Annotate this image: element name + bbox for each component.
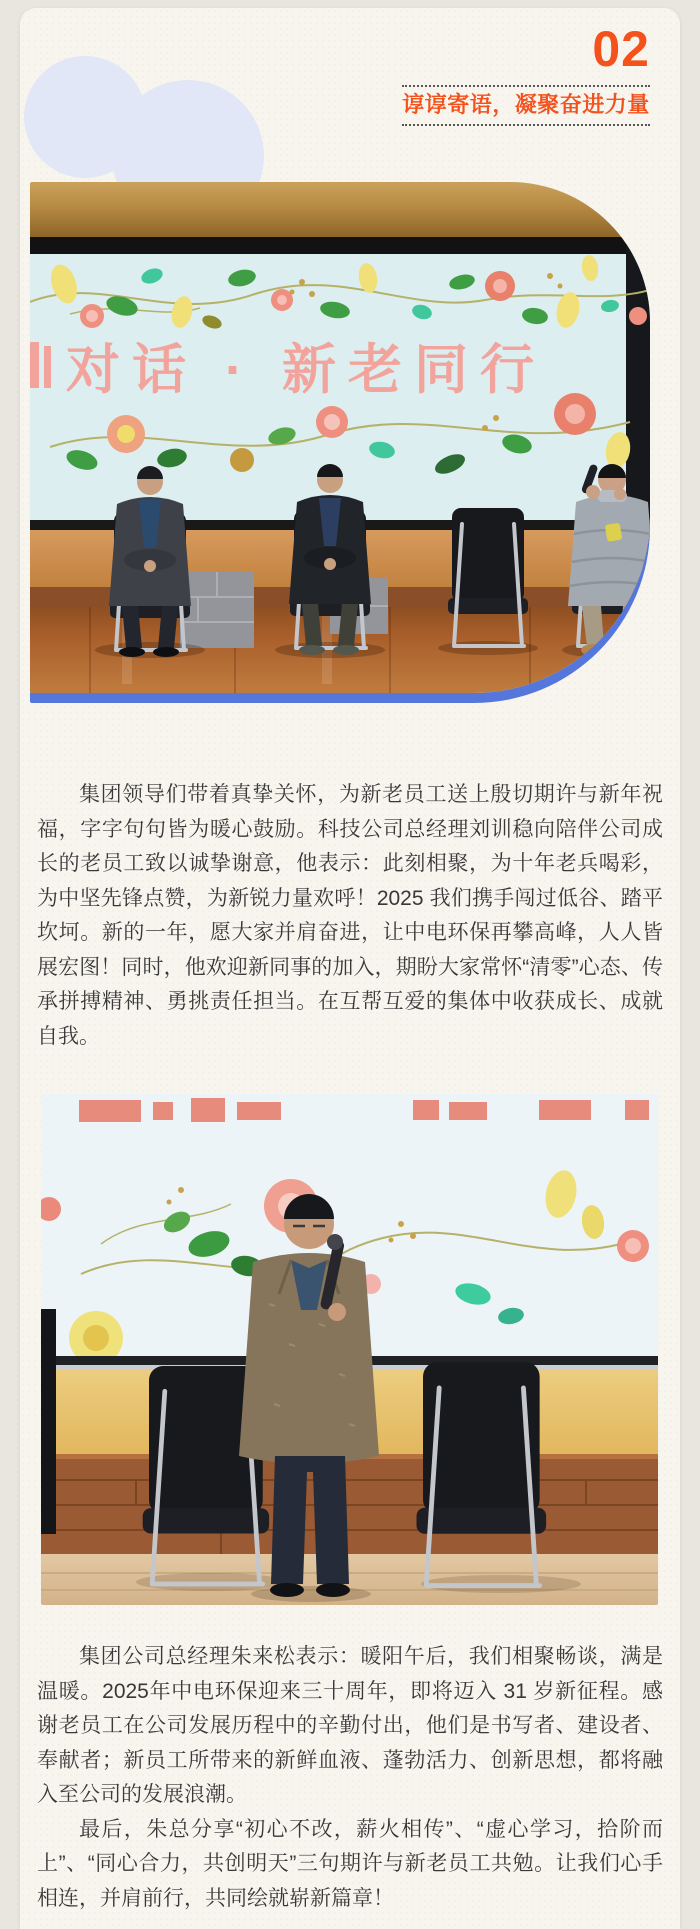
paragraph-block-1 [37,778,663,1054]
photo1-illustration [30,182,650,693]
stage-panel-photo[interactable] [30,182,650,693]
body-paragraph: 集团公司总经理朱来松表示：暖阳午后，我们相聚畅谈，满是温暖。2025年中电环保迎来三十周年，即将迈入 31 岁新征程。感谢老员工在公司发展历程中的辛勤付出，他们是书写者、建设者、奉献者；新员工所带来的新鲜血液、蓬勃活力、创新思想，都将融入至公司的发展浪潮。 [37,1645,663,1806]
section-number: 02 [592,21,650,77]
cloud-decoration [24,48,264,188]
body-paragraph: 集团领导们带着真挚关怀，为新老员工送上殷切期许与新年祝福，字字句句皆为暖心鼓励。科技公司总经理刘训稳向陪伴公司成长的老员工致以诚挚谢意，他表示：此刻相聚，为十年老兵喝彩，为中坚先锋点赞，为新锐力量欢呼！2025 我们携手闯过低谷、踏平坎坷。新的一年，愿大家并肩奋进，让中电环保再攀高峰，人人皆展宏图！同时，他欢迎新同事的加入，期盼大家常怀“清零”心态、传承拼搏精神、勇挑责任担当。在互帮互爱的集体中收获成长、成就自我。 [37,783,663,1048]
body-paragraph: 最后，朱总分享“初心不改，薪火相传”、“虚心学习，拾阶而上”、“同心合力，共创明天”三句期许与新老员工共勉。让我们心手相连，并肩前行，共同绘就崭新篇章！ [37,1817,663,1910]
section-header [402,21,650,126]
speaker-photo[interactable] [41,1094,658,1605]
section-title: 谆谆寄语，凝聚奋进力量 [402,85,650,126]
paragraph-block-2 [37,1640,663,1916]
screen-title-text: 对话 · 新老同行 [66,340,546,400]
photo2-illustration [41,1094,658,1605]
